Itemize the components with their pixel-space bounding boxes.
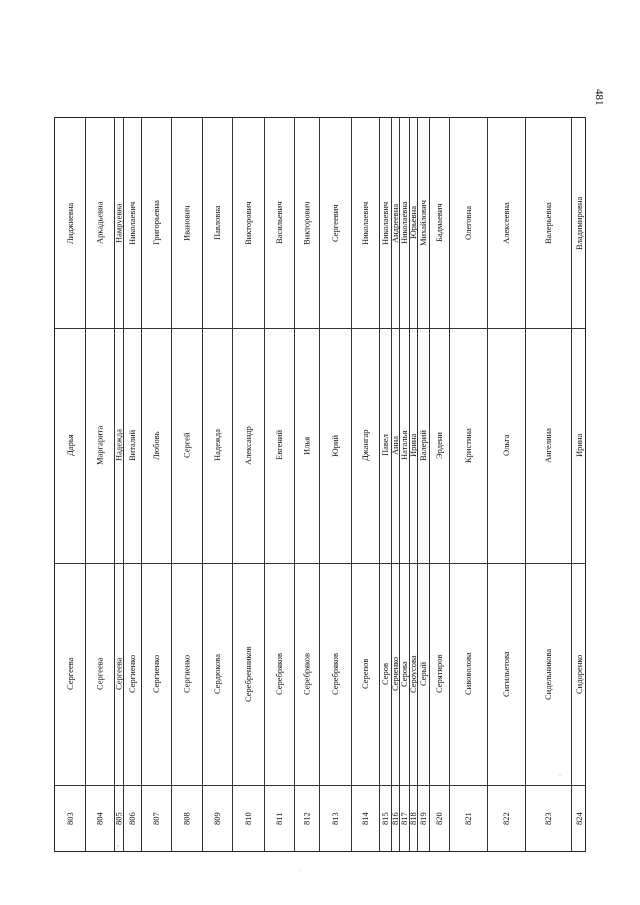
patronymic-cell: Валерьевна (542, 202, 553, 244)
patronymic-cell: Викторович (242, 201, 253, 245)
row-number: 814 (359, 812, 370, 826)
name-cell: Павел (379, 434, 390, 457)
patronymic-cell: Алексеевна (500, 202, 511, 244)
surname-cell: Сигильетова (500, 651, 511, 697)
surname-cell: Серебряков (329, 653, 340, 696)
name-cell: Ангелина (542, 428, 553, 463)
row-number: 820 (433, 812, 444, 826)
patronymic-cell: Намруевна (113, 203, 124, 243)
patronymic-cell: Лиджиевна (64, 202, 75, 244)
row-number: 823 (542, 812, 553, 826)
row-number: 805 (113, 812, 124, 826)
surname-cell: Серова (398, 661, 409, 687)
row-number: 818 (407, 812, 418, 826)
name-cell: Ирина (407, 433, 418, 458)
row-number: 819 (417, 812, 428, 826)
row-number: 810 (242, 812, 253, 826)
patronymic-cell: Владимировна (573, 196, 584, 250)
patronymic-cell: Николаевна (398, 201, 409, 245)
name-cell: Анна (389, 436, 400, 456)
name-cell: Илья (301, 436, 312, 455)
row-number: 806 (126, 812, 137, 826)
name-cell: Дарья (64, 434, 75, 457)
surname-cell: Сергеева (94, 657, 105, 691)
name-cell: Валерий (417, 430, 428, 461)
surname-cell: Серебряков (301, 653, 312, 696)
patronymic-cell: Николаевич (126, 201, 137, 245)
row-number: 816 (389, 812, 400, 826)
row-number: 822 (500, 812, 511, 826)
patronymic-cell: Аркадьевна (94, 201, 105, 245)
patronymic-cell: Сергеевич (329, 204, 340, 242)
row-number: 809 (211, 812, 222, 826)
name-cell: Юрий (329, 434, 340, 457)
name-cell: Евгений (273, 430, 284, 461)
name-cell: Наталья (398, 430, 409, 461)
surname-cell: Сергиенко (150, 654, 161, 694)
name-cell: Эрдени (433, 432, 444, 459)
name-cell: Надежда (113, 429, 124, 462)
surname-cell: Серый (417, 661, 428, 687)
row-number: 817 (398, 812, 409, 826)
surname-cell: Сероусова (407, 655, 418, 693)
patronymic-cell: Михайлович (417, 200, 428, 246)
patronymic-cell: Павловна (211, 205, 222, 241)
name-cell: Ирина (573, 433, 584, 458)
patronymic-cell: Викторович (301, 201, 312, 245)
surname-cell: Серебренников (242, 646, 253, 702)
surname-cell: Сергиенко (126, 654, 137, 694)
row-number: 824 (573, 812, 584, 826)
page-number: 481 (593, 88, 605, 106)
name-cell: Ольга (500, 434, 511, 457)
name-cell: Александр (242, 426, 253, 465)
surname-cell: Сердюкова (211, 654, 222, 694)
name-cell: Кристина (462, 428, 473, 463)
name-cell: Надежда (211, 429, 222, 462)
row-number: 812 (301, 812, 312, 826)
row-number: 807 (150, 812, 161, 826)
surname-cell: Сергеева (113, 657, 124, 691)
row-number: 813 (329, 812, 340, 826)
row-number: 803 (64, 812, 75, 826)
surname-cell: Сидельникова (542, 648, 553, 700)
name-cell: Маргарита (94, 425, 105, 466)
patronymic-cell: Бадмаевич (433, 203, 444, 243)
row-number: 811 (273, 812, 284, 826)
patronymic-cell: Григорьевна (150, 200, 161, 246)
surname-cell: Серепов (359, 658, 370, 690)
name-cell: Сергей (181, 432, 192, 459)
patronymic-cell: Николаевич (379, 201, 390, 245)
row-number: 821 (462, 812, 473, 826)
surname-cell: Сивоволова (462, 652, 473, 696)
surname-cell: Сергиенко (181, 654, 192, 694)
patronymic-cell: Николаевич (359, 201, 370, 245)
patronymic-cell: Андреевна (389, 203, 400, 243)
name-cell: Виталий (126, 429, 137, 462)
surname-cell: Серов (379, 662, 390, 686)
name-cell: Джангар (359, 429, 370, 462)
surname-cell: Серебряков (273, 653, 284, 696)
name-cell: Любовь (150, 431, 161, 460)
surname-cell: Серятиров (433, 654, 444, 694)
patronymic-cell: Васильевич (273, 201, 284, 245)
patronymic-cell: Юрьевна (407, 206, 418, 240)
surname-cell: Сидоренко (573, 654, 584, 694)
surname-cell: Серченко (389, 656, 400, 692)
patronymic-cell: Иванович (181, 205, 192, 241)
row-number: 815 (379, 812, 390, 826)
row-number: 808 (181, 812, 192, 826)
surname-cell: Сергеева (64, 657, 75, 691)
patronymic-cell: Олеговна (462, 206, 473, 241)
row-number: 804 (94, 812, 105, 826)
